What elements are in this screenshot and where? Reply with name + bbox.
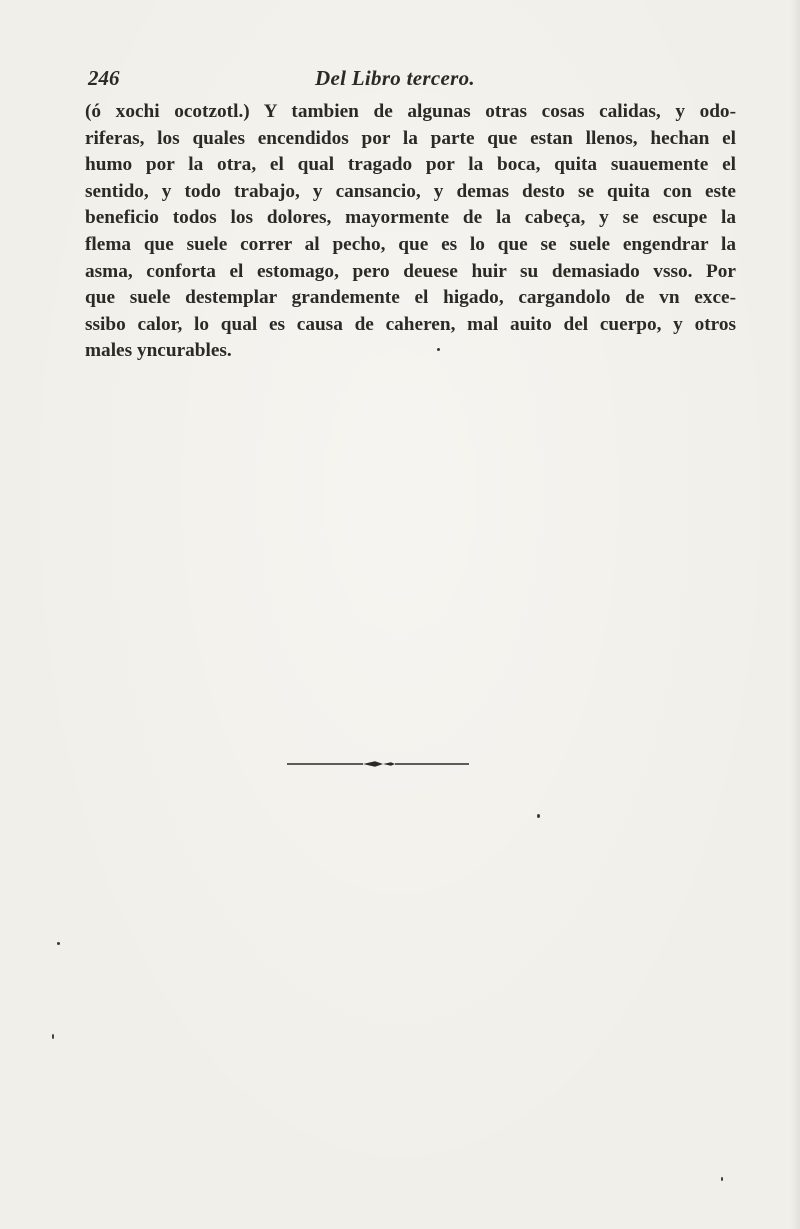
running-title: Del Libro tercero.	[315, 66, 475, 90]
horizontal-rule-ornament-icon	[287, 760, 469, 768]
text-line: beneficio todos los dolores, mayormente de la cabeça, y se escupe la	[85, 207, 736, 229]
text-line: sentido, y todo trabajo, y cansancio, y demas desto se quita con este	[85, 180, 736, 202]
text-line: humo por la otra, el qual tragado por la boca, quita suauemente el	[85, 154, 736, 176]
text-line: riferas, los quales encendidos por la parte que estan llenos, hechan el	[85, 127, 736, 149]
text-line: asma, conforta el estomago, pero deuese huir su demasiado vsso. Por	[85, 260, 736, 282]
text-line: que suele destemplar grandemente el higado, cargandolo de vn exce-	[85, 287, 736, 309]
page-edge-shadow	[790, 0, 800, 1229]
text-line: males yncurables.	[85, 340, 232, 362]
text-line: (ó xochi ocotzotl.) Y tambien de algunas otras cosas calidas, y odo-	[85, 101, 736, 122]
body-paragraph	[85, 99, 736, 365]
text-line: flema que suele correr al pecho, que es lo que se suele engendrar la	[85, 233, 736, 255]
page-number: 246	[88, 66, 120, 90]
page-header	[88, 66, 728, 100]
text-line: ssibo calor, lo qual es causa de caheren, mal auito del cuerpo, y otros	[85, 313, 736, 335]
